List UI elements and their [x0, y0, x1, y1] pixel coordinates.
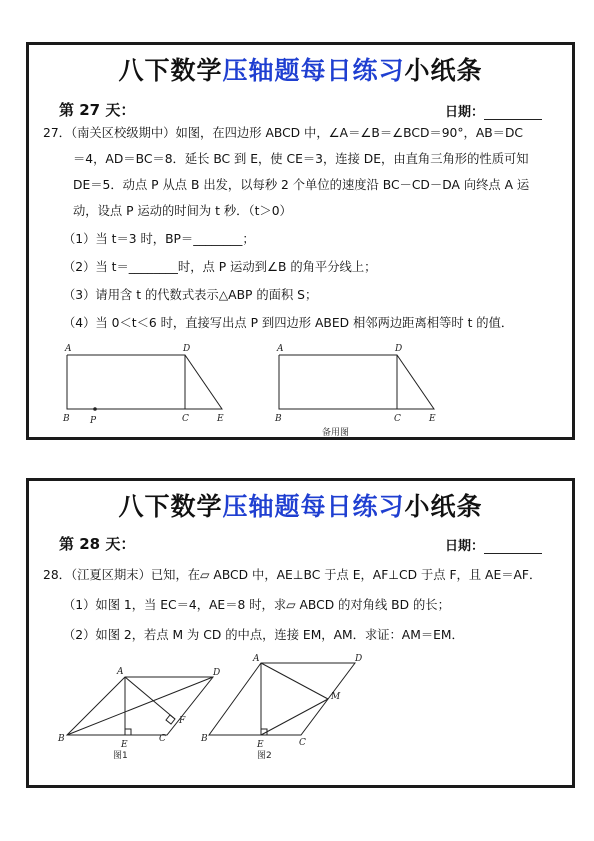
label-p: P [90, 416, 97, 426]
label-e: E [429, 414, 436, 424]
right-angle-mark [166, 715, 175, 724]
figure-spare [269, 341, 449, 441]
date-label: 日期： [444, 539, 484, 554]
figure-caption: 图1 [113, 751, 128, 761]
label-e: E [257, 740, 264, 750]
point-p [93, 407, 97, 411]
date-field[interactable] [445, 101, 542, 120]
problem-line: 动，设点 P 运动的时间为 t 秒．（t＞0） [73, 204, 292, 218]
problem-line: 28．（江夏区期末）已知，在▱ ABCD 中，AE⊥BC 于点 E，AF⊥CD 于点 F，且 AE＝AF． [43, 568, 542, 582]
worksheet-card-day28 [26, 478, 575, 788]
label-f: F [179, 716, 186, 726]
problem-line: ＝4，AD＝BC＝8．延长 BC 到 E，使 CE＝3，连接 DE，由直角三角形的性质可知 [73, 152, 529, 166]
label-b: B [201, 734, 208, 744]
label-e: E [121, 740, 128, 750]
segment-em [261, 699, 328, 735]
question-3: （3）请用含 t 的代数式表示△ABP 的面积 S； [63, 288, 318, 302]
label-d: D [183, 344, 191, 354]
card-title [29, 487, 572, 523]
title-part-1: 八下数学 [118, 56, 223, 85]
label-d: D [355, 654, 363, 664]
card-title [29, 51, 572, 87]
figure-caption: 图2 [257, 751, 272, 761]
figure-quadrilateral [57, 341, 237, 431]
question-2: （2）当 t＝________时，点 P 运动到∠B 的角平分线上； [63, 260, 377, 274]
label-e: E [217, 414, 224, 424]
date-field[interactable] [445, 535, 542, 554]
altitude-af [125, 677, 175, 719]
question-4: （4）当 0＜t＜6 时，直接写出点 P 到四边形 ABED 相邻两边距离相等时 t 的值． [63, 316, 514, 330]
label-a: A [117, 667, 124, 677]
quad-outline [279, 355, 434, 409]
figure-caption: 备用图 [322, 428, 350, 438]
title-part-3: 小纸条 [404, 56, 483, 85]
segment-am [261, 663, 328, 699]
quad-outline [67, 355, 222, 409]
label-b: B [275, 414, 282, 424]
date-blank[interactable] [484, 541, 542, 554]
title-part-3: 小纸条 [404, 492, 483, 521]
label-c: C [394, 414, 401, 424]
question-2: （2）如图 2，若点 M 为 CD 的中点，连接 EM，AM．求证：AM＝EM． [63, 628, 464, 642]
label-c: C [182, 414, 189, 424]
problem-line: DE＝5．动点 P 从点 B 出发，以每秒 2 个单位的速度沿 BC－CD－DA 向终点 A 运 [73, 178, 530, 192]
label-m: M [331, 692, 341, 702]
title-part-1: 八下数学 [118, 492, 223, 521]
right-angle-mark [125, 729, 131, 735]
day-label: 第 27 天： [59, 101, 136, 119]
question-1: （1）如图 1，当 EC＝4，AE＝8 时，求▱ ABCD 的对角线 BD 的长； [63, 598, 450, 612]
label-a: A [65, 344, 72, 354]
title-highlight: 压轴题每日练习 [222, 492, 405, 521]
worksheet-card-day27 [26, 42, 575, 440]
date-label: 日期： [444, 105, 484, 120]
label-a: A [277, 344, 284, 354]
question-1: （1）当 t＝3 时，BP＝________； [63, 232, 255, 246]
diagonal-bd [67, 677, 213, 735]
label-c: C [159, 734, 166, 744]
label-d: D [213, 668, 221, 678]
day-label: 第 28 天： [59, 535, 136, 553]
label-b: B [63, 414, 70, 424]
date-blank[interactable] [484, 107, 542, 120]
problem-line: 27．（南关区校级期中）如图，在四边形 ABCD 中，∠A＝∠B＝∠BCD＝90°，AB＝DC [43, 126, 524, 140]
label-c: C [299, 738, 306, 748]
label-b: B [58, 734, 65, 744]
label-d: D [395, 344, 403, 354]
figure-2-parallelogram [199, 651, 399, 763]
title-highlight: 压轴题每日练习 [222, 56, 405, 85]
label-a: A [253, 654, 260, 664]
